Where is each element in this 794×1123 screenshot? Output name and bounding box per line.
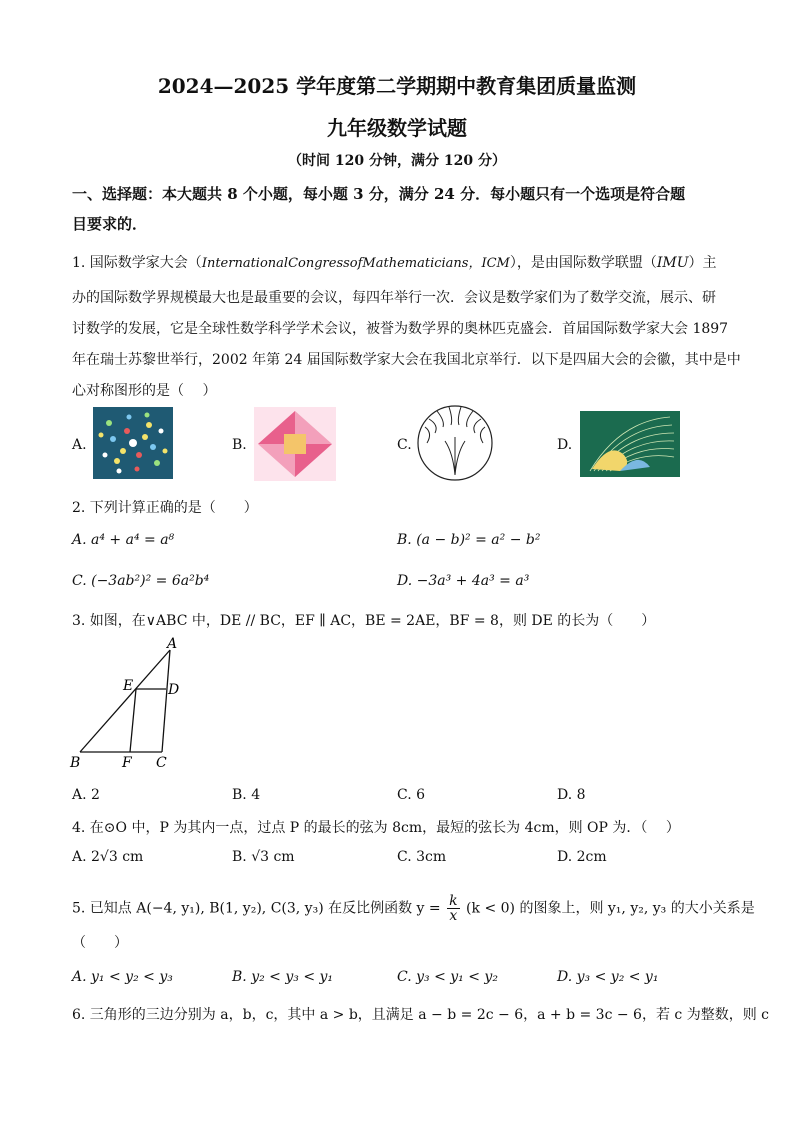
q1-option-c-label: C. — [397, 437, 412, 453]
q1-line2: 办的国际数学界规模最大也是最重要的会议，每四年举行一次．会议是数学家们为了数学交流，展示、研 — [72, 290, 716, 306]
q5-option-a: A. y₁ < y₂ < y₃ — [72, 969, 173, 985]
q2-option-a: A. a⁴ + a⁴ = a⁸ — [72, 532, 175, 548]
q3-stem: 3. 如图，在∨ABC 中，DE // BC，EF ∥ AC，BE = 2AE，BF = 8，则 DE 的长为（ ） — [72, 613, 656, 629]
q1-option-a-label: A. — [72, 437, 87, 453]
q1-option-b-logo — [254, 407, 336, 481]
q5-stem-line2: （ ） — [72, 935, 128, 951]
q5-fraction-denominator: x — [449, 908, 458, 924]
q2-stem: 2. 下列计算正确的是（ ） — [72, 500, 258, 516]
q3-label-d: D — [168, 682, 180, 698]
q1-option-d-label: D. — [557, 437, 573, 453]
exam-time-note: （时间 120 分钟，满分 120 分） — [288, 153, 506, 169]
q1-text-b: InternationalCongressofMathematicians，ICM — [201, 256, 510, 271]
q3-option-c: C. 6 — [397, 787, 426, 803]
q5-option-d: D. y₃ < y₂ < y₁ — [557, 969, 659, 985]
q1-text-c: ），是由国际数学联盟（ — [509, 255, 657, 271]
q5-stem-a: 5. 已知点 A(−4, y₁), B(1, y₂), C(3, y₃) 在反比例函数 y = — [72, 900, 441, 917]
q2-option-b: B. (a − b)² = a² − b² — [397, 532, 541, 548]
q6-stem: 6. 三角形的三边分别为 a，b，c，其中 a > b，且满足 a − b = 2c − 6，a + b = 3c − 6，若 c 为整数，则 c — [72, 1007, 769, 1023]
q3-label-b: B — [70, 755, 81, 771]
q5-fraction — [447, 894, 459, 923]
q1-line1 — [72, 252, 732, 272]
exam-subtitle: 九年级数学试题 — [327, 116, 467, 140]
q5-stem-b: (k < 0) 的图象上，则 y₁, y₂, y₃ 的大小关系是 — [466, 900, 755, 917]
q5-fraction-numerator: k — [449, 893, 458, 909]
q1-option-d-logo — [580, 411, 680, 477]
q3-label-f: F — [122, 755, 132, 771]
q5-option-b: B. y₂ < y₃ < y₁ — [232, 969, 334, 985]
q3-option-a: A. 2 — [72, 787, 100, 803]
q1-text-e: ）主 — [688, 255, 717, 271]
q2-option-c: C. (−3ab²)² = 6a²b⁴ — [72, 573, 210, 589]
q3-label-e: E — [123, 678, 134, 694]
q4-option-d: D. 2cm — [557, 849, 607, 865]
q1-line5: 心对称图形的是（ ） — [72, 383, 217, 399]
q4-option-c: C. 3cm — [397, 849, 447, 865]
q1-text-a: 1. 国际数学家大会（ — [72, 255, 202, 271]
q5-stem-line1 — [72, 893, 755, 924]
q3-option-d: D. 8 — [557, 787, 586, 803]
q3-label-a: A — [167, 636, 178, 652]
exam-title: 2024—2025 学年度第二学期期中教育集团质量监测 — [157, 74, 637, 98]
q4-stem: 4. 在⊙O 中，P 为其内一点，过点 P 的最长的弦为 8cm，最短的弦长为 4cm，则 OP 为．（ ） — [72, 820, 680, 836]
q4-option-a: A. 2√3 cm — [72, 849, 144, 865]
q3-label-c: C — [156, 755, 167, 771]
q1-option-a-logo — [93, 407, 173, 479]
q1-text-d: IMU — [656, 255, 689, 271]
q1-option-c-logo — [415, 403, 495, 483]
section-heading-line1: 一、选择题：本大题共 8 个小题，每小题 3 分，满分 24 分．每小题只有一个选项是符合题 — [72, 185, 686, 203]
q1-line3: 讨数学的发展，它是全球性数学科学学术会议，被誉为数学界的奥林匹克盛会．首届国际数学家大会 1897 — [72, 321, 729, 337]
q4-option-b: B. √3 cm — [232, 849, 295, 865]
q1-line4: 年在瑞士苏黎世举行，2002 年第 24 届国际数学家大会在我国北京举行．以下是四届大会的会徽，其中是中 — [72, 352, 741, 368]
section-heading-line2: 目要求的． — [72, 215, 148, 233]
q2-option-d: D. −3a³ + 4a³ = a³ — [397, 573, 530, 589]
q5-option-c: C. y₃ < y₁ < y₂ — [397, 969, 498, 985]
q1-option-b-label: B. — [232, 437, 247, 453]
q3-triangle-figure — [66, 636, 196, 772]
q3-option-b: B. 4 — [232, 787, 261, 803]
